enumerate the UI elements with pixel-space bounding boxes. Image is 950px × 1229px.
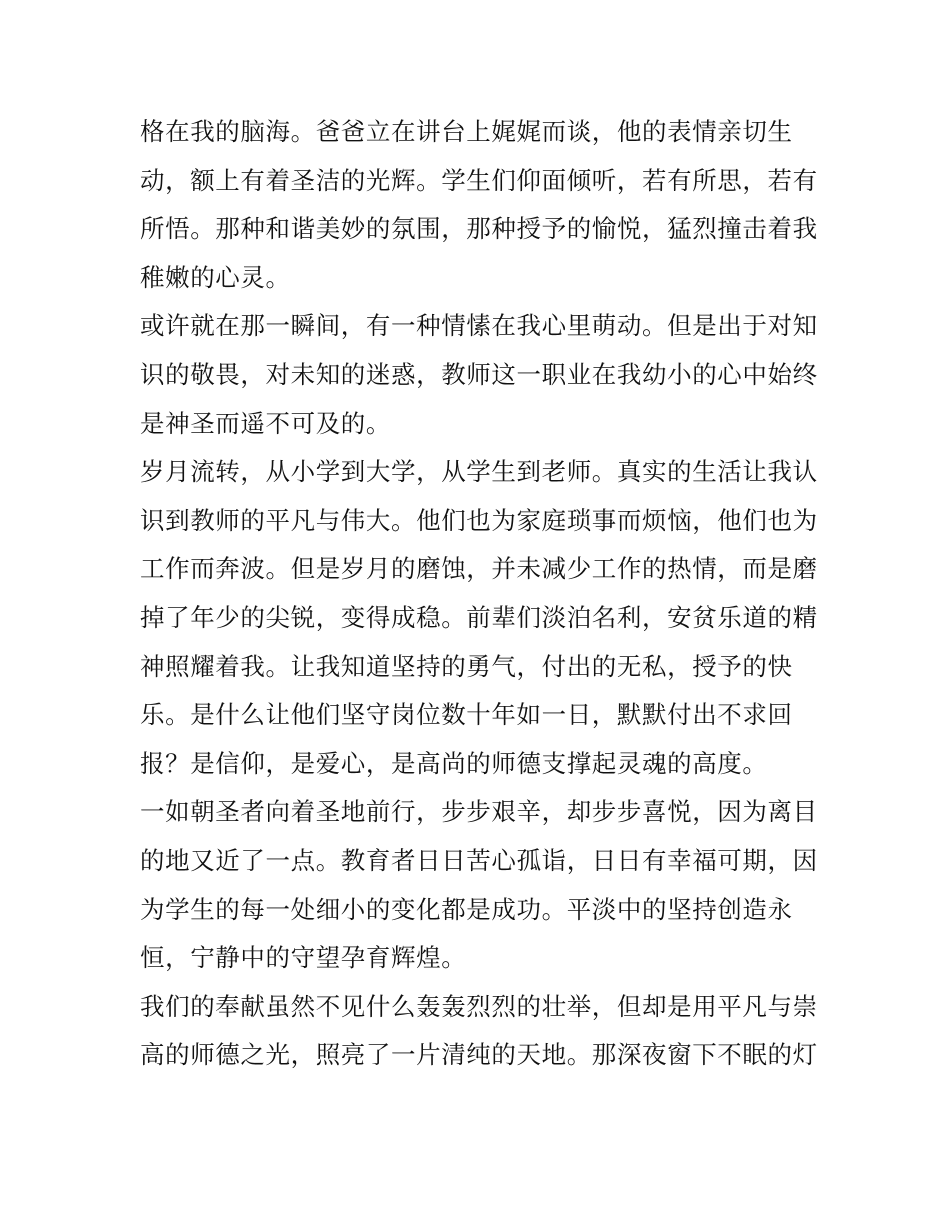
text-line: 为学生的每一处细小的变化都是成功。平淡中的坚持创造永 — [140, 894, 793, 924]
text-line: 是神圣而遥不可及的。 — [140, 408, 391, 438]
document-body — [140, 108, 820, 1080]
text-line: 格在我的脑海。爸爸立在讲台上娓娓而谈，他的表情亲切生 — [140, 117, 793, 146]
text-line: 稚嫩的心灵。 — [140, 262, 291, 292]
text-line: 报？是信仰，是爱心，是高尚的师德支撑起灵魂的高度。 — [140, 748, 768, 778]
text-line: 高的师德之光，照亮了一片清纯的天地。那深夜窗下不眠的灯 — [140, 1040, 818, 1070]
text-line: 识到教师的平凡与伟大。他们也为家庭琐事而烦恼，他们也为 — [140, 505, 818, 535]
text-line: 识的敬畏，对未知的迷惑，教师这一职业在我幼小的心中始终 — [140, 359, 818, 389]
text-line: 工作而奔波。但是岁月的磨蚀，并未减少工作的热情，而是磨 — [140, 554, 818, 584]
text-line: 所悟。那种和谐美妙的氛围，那种授予的愉悦，猛烈撞击着我 — [140, 214, 818, 244]
text-line: 动，额上有着圣洁的光辉。学生们仰面倾听，若有所思，若有 — [140, 165, 818, 195]
text-line: 乐。是什么让他们坚守岗位数十年如一日，默默付出不求回 — [140, 700, 793, 730]
text-line: 一如朝圣者向着圣地前行，步步艰辛，却步步喜悦，因为离目 — [140, 797, 818, 827]
text-line: 恒，宁静中的守望孕育辉煌。 — [140, 943, 467, 973]
text-line: 神照耀着我。让我知道坚持的勇气，付出的无私，授予的快 — [140, 651, 793, 681]
text-line: 掉了年少的尖锐，变得成稳。前辈们淡泊名利，安贫乐道的精 — [140, 602, 818, 632]
text-line: 或许就在那一瞬间，有一种情愫在我心里萌动。但是出于对知 — [140, 311, 818, 341]
text-line: 我们的奉献虽然不见什么轰轰烈烈的壮举，但却是用平凡与崇 — [140, 991, 818, 1021]
text-line: 岁月流转，从小学到大学，从学生到老师。真实的生活让我认 — [140, 457, 818, 487]
text-line: 的地又近了一点。教育者日日苦心孤诣，日日有幸福可期，因 — [140, 845, 818, 875]
